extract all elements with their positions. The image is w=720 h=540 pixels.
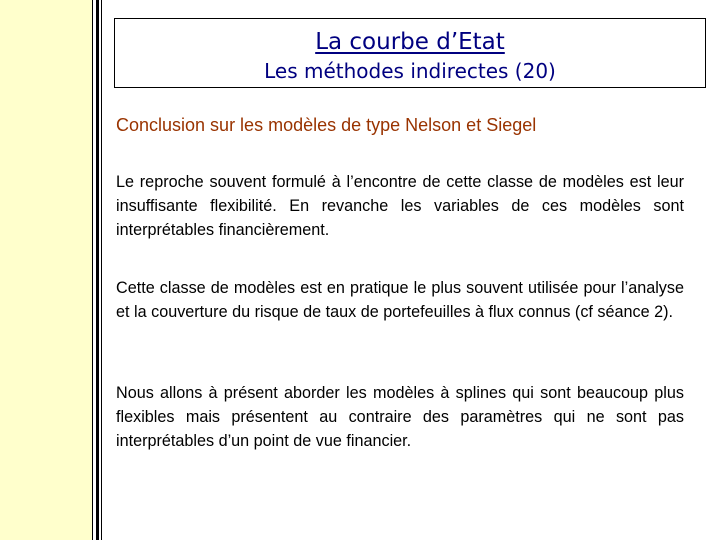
section-heading: Conclusion sur les modèles de type Nelson et Siegel	[116, 115, 537, 135]
paragraph-3: Nous allons à présent aborder les modèles à splines qui sont beaucoup plus flexibles mais présentent au contraire des paramètres qui ne sont pas interprétables d’un point de vue financier.	[116, 384, 684, 450]
paragraph-2: Cette classe de modèles est en pratique le plus souvent utilisée pour l’analyse et la couverture du risque de taux de portefeuilles à flux connus (cf séance 2).	[116, 279, 684, 321]
title-box	[114, 18, 706, 88]
divider-line-thick	[96, 0, 99, 540]
divider-line	[101, 0, 102, 540]
left-decorative-band	[0, 0, 92, 540]
divider-line	[92, 0, 93, 540]
slide-title: La courbe d’Etat	[315, 29, 505, 55]
paragraph-1: Le reproche souvent formulé à l’encontre de cette classe de modèles est leur insuffisante flexibilité. En revanche les variables de ces modèles sont interprétables financièrement.	[116, 173, 684, 239]
slide-subtitle: Les méthodes indirectes (20)	[264, 59, 556, 83]
